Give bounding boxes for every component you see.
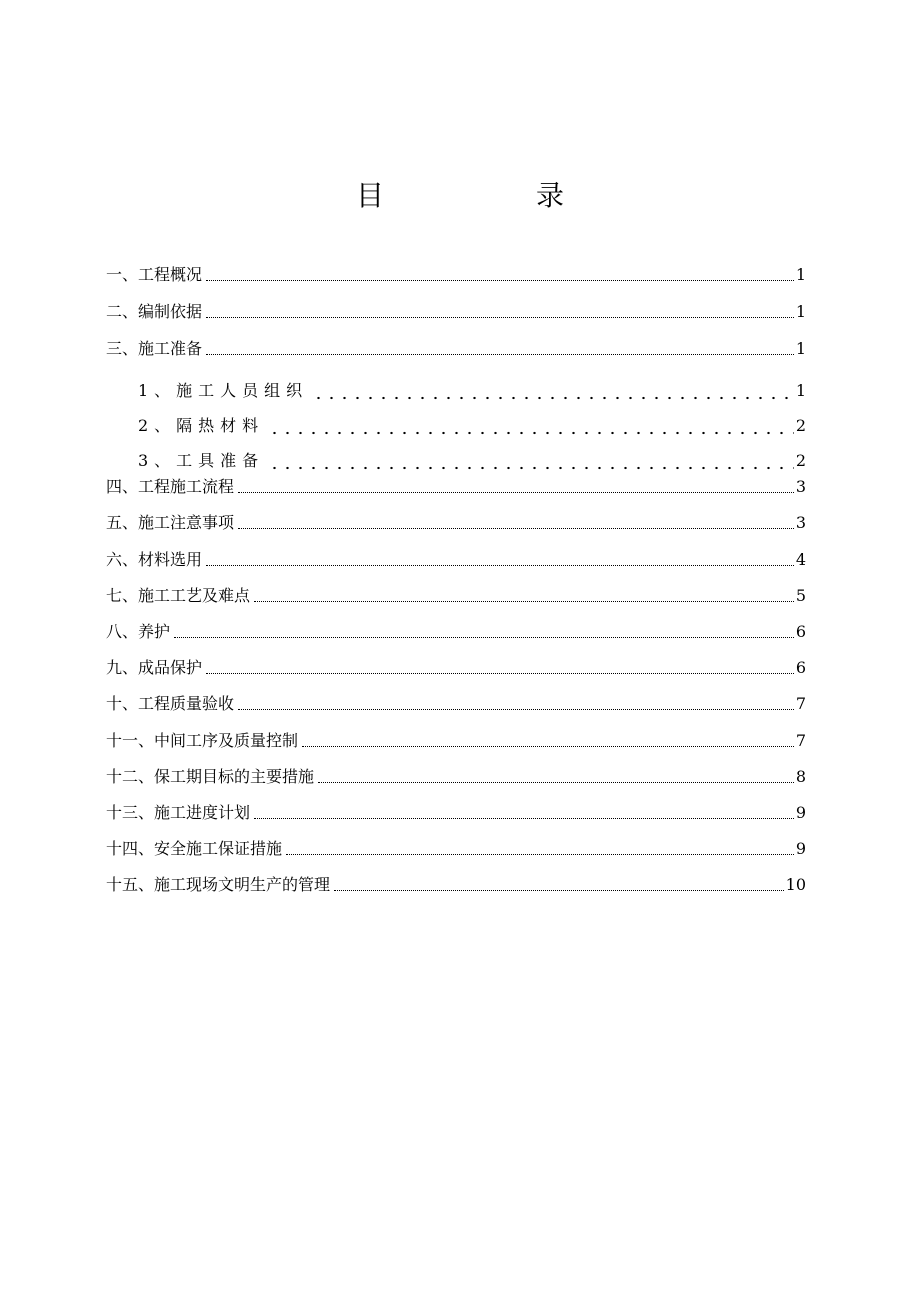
toc-entry-label: 十一、中间工序及质量控制 xyxy=(106,730,302,752)
toc-entry[interactable] xyxy=(106,474,806,498)
dot-leader xyxy=(238,512,794,534)
dot-leader xyxy=(254,802,794,824)
toc-entry-page: 9 xyxy=(795,803,806,822)
toc-entry[interactable] xyxy=(106,655,806,679)
toc-entry[interactable] xyxy=(106,510,806,534)
toc-entry-label: 十四、安全施工保证措施 xyxy=(106,838,286,860)
toc-entry-page: 7 xyxy=(795,694,806,713)
toc-entry[interactable] xyxy=(106,728,806,752)
dot-leader xyxy=(268,450,794,472)
toc-subentry[interactable] xyxy=(138,413,806,437)
toc-entry[interactable] xyxy=(106,764,806,788)
toc-entry-label: 三、施工准备 xyxy=(106,338,206,360)
toc-entry-page: 1 xyxy=(795,339,806,358)
toc-entry-label: 3、工具准备 xyxy=(138,450,268,472)
dot-leader xyxy=(238,693,794,715)
dot-leader xyxy=(334,874,784,896)
toc-entry[interactable] xyxy=(106,299,806,323)
toc-entry-page: 10 xyxy=(785,875,806,894)
toc-entry[interactable] xyxy=(106,583,806,607)
dot-leader xyxy=(312,380,794,402)
dot-leader xyxy=(206,549,794,571)
toc-entry-page: 3 xyxy=(795,477,806,496)
toc-entry-page: 1 xyxy=(795,381,806,400)
dot-leader xyxy=(206,657,794,679)
toc-entry-label: 十、工程质量验收 xyxy=(106,693,238,715)
toc-subentry[interactable] xyxy=(138,448,806,472)
toc-entry-page: 1 xyxy=(795,302,806,321)
toc-entry[interactable] xyxy=(106,262,806,286)
toc-entry-page: 1 xyxy=(795,265,806,284)
toc-entry-page: 4 xyxy=(795,550,806,569)
toc-entry[interactable] xyxy=(106,836,806,860)
toc-entry-label: 四、工程施工流程 xyxy=(106,476,238,498)
dot-leader xyxy=(286,838,794,860)
dot-leader xyxy=(302,730,794,752)
toc-entry-label: 七、施工工艺及难点 xyxy=(106,585,254,607)
toc-entry-page: 3 xyxy=(795,513,806,532)
toc-subentry[interactable] xyxy=(138,378,806,402)
toc-entry-label: 1、施工人员组织 xyxy=(138,380,312,402)
toc-entry[interactable] xyxy=(106,691,806,715)
dot-leader xyxy=(206,301,794,323)
toc-entry-label: 五、施工注意事项 xyxy=(106,512,238,534)
dot-leader xyxy=(268,415,794,437)
dot-leader xyxy=(318,766,794,788)
toc-entry-label: 八、养护 xyxy=(106,621,174,643)
toc-entry-label: 十三、施工进度计划 xyxy=(106,802,254,824)
toc-entry-page: 6 xyxy=(795,658,806,677)
toc-entry[interactable] xyxy=(106,547,806,571)
toc-entry[interactable] xyxy=(106,619,806,643)
toc-entry-page: 7 xyxy=(795,731,806,750)
toc-entry-label: 二、编制依据 xyxy=(106,301,206,323)
dot-leader xyxy=(174,621,794,643)
toc-entry-label: 2、隔热材料 xyxy=(138,415,268,437)
toc-entry[interactable] xyxy=(106,800,806,824)
dot-leader xyxy=(206,264,794,286)
toc-entry-page: 5 xyxy=(795,586,806,605)
toc-entry-label: 九、成品保护 xyxy=(106,657,206,679)
toc-entry-page: 8 xyxy=(795,767,806,786)
toc-entry-label: 十五、施工现场文明生产的管理 xyxy=(106,874,334,896)
toc-entry-label: 一、工程概况 xyxy=(106,264,206,286)
toc-entry-page: 9 xyxy=(795,839,806,858)
toc-entry-page: 2 xyxy=(795,451,806,470)
dot-leader xyxy=(206,338,794,360)
toc-entry[interactable] xyxy=(106,336,806,360)
toc-entry-label: 十二、保工期目标的主要措施 xyxy=(106,766,318,788)
dot-leader xyxy=(238,476,794,498)
toc-entry[interactable] xyxy=(106,872,806,896)
toc-title: 目 录 xyxy=(355,179,626,212)
toc-entry-label: 六、材料选用 xyxy=(106,549,206,571)
toc-entry-page: 6 xyxy=(795,622,806,641)
dot-leader xyxy=(254,585,794,607)
toc-entry-page: 2 xyxy=(795,416,806,435)
